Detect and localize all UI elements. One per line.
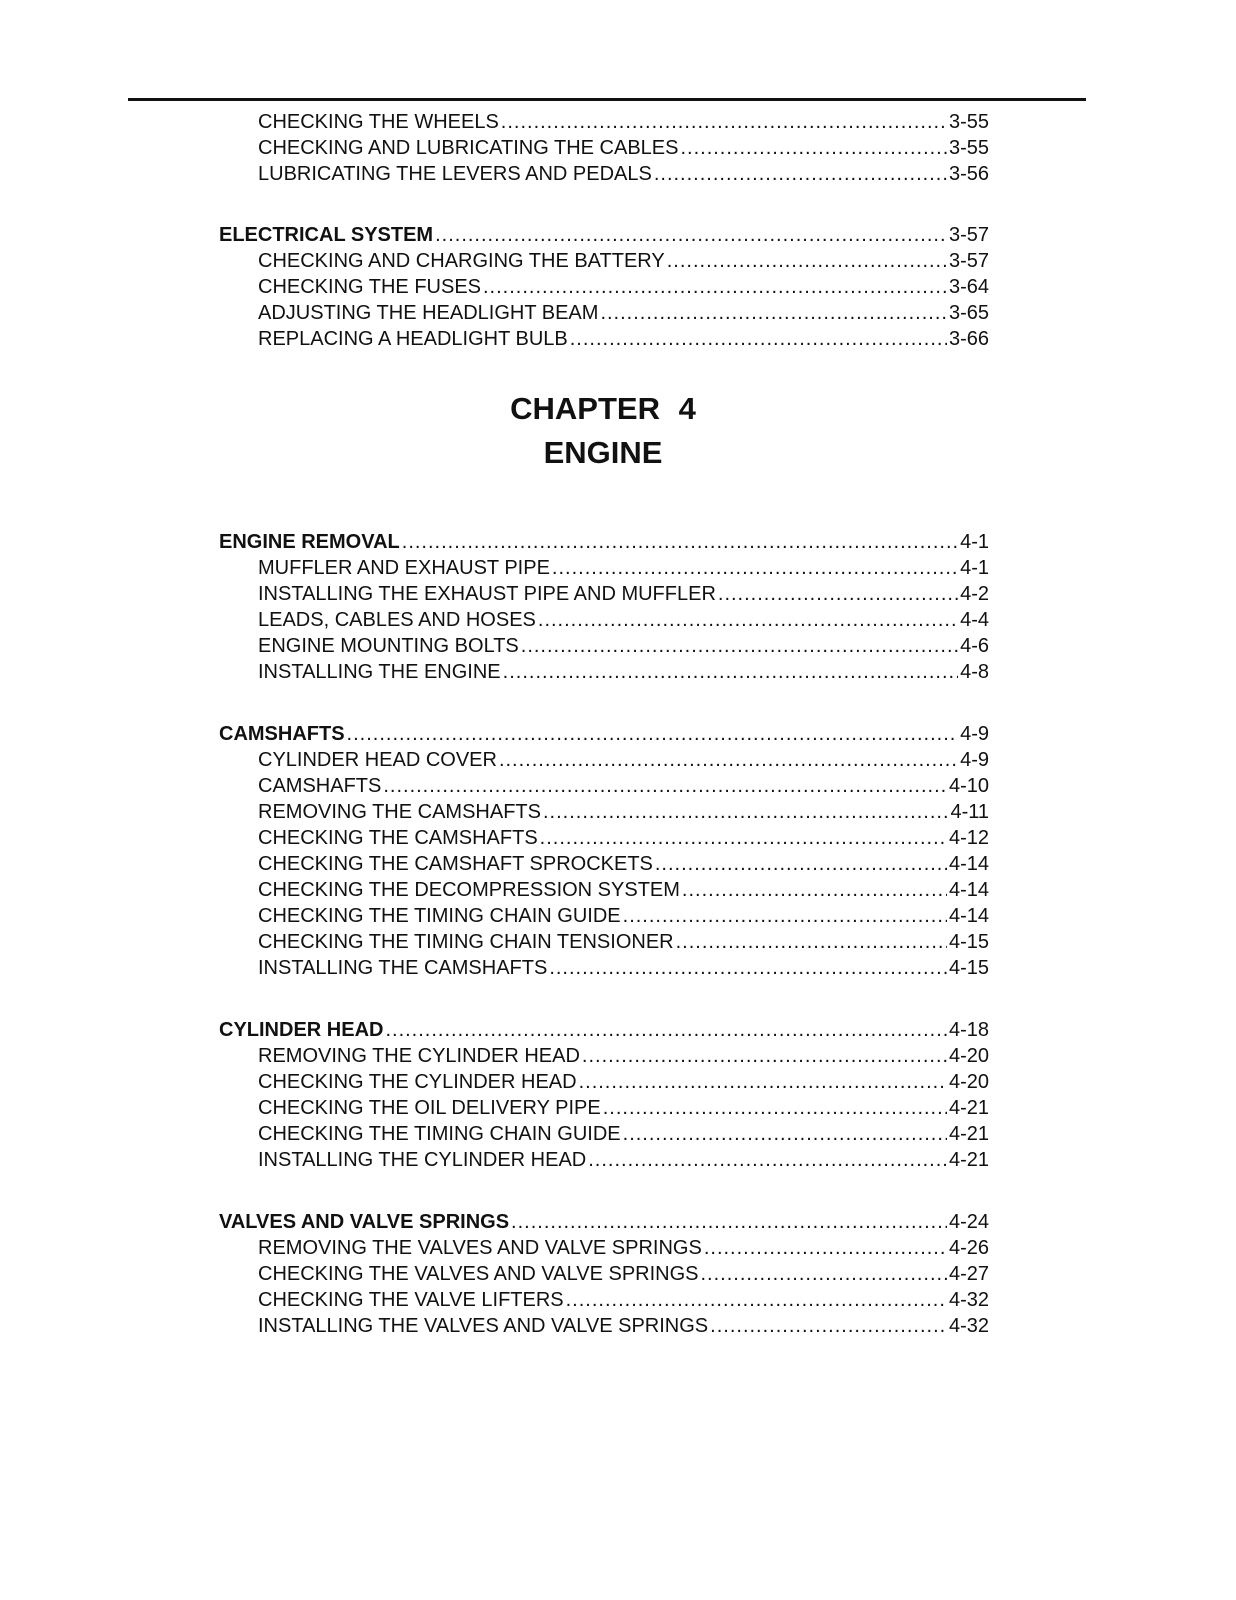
dot-leader: [385, 1017, 947, 1043]
chapter-title: CHAPTER 4: [510, 391, 696, 426]
toc-entry-page: 3-56: [948, 163, 989, 185]
toc-entry-label: MUFFLER AND EXHAUST PIPE: [258, 557, 550, 579]
dot-leader: [718, 581, 958, 607]
toc-section-valves-and-valve-springs: [219, 1209, 989, 1339]
toc-entry[interactable]: [219, 1069, 989, 1095]
dot-leader: [655, 851, 947, 877]
chapter-subtitle: ENGINE: [543, 435, 663, 470]
toc-entry-page: 4-15: [948, 957, 989, 979]
dot-leader: [570, 326, 947, 352]
toc-heading-label: CAMSHAFTS: [219, 723, 345, 745]
toc-entry[interactable]: [219, 581, 989, 607]
toc-entry-page: 4-14: [948, 905, 989, 927]
dot-leader: [667, 248, 947, 274]
toc-entry[interactable]: [219, 1235, 989, 1261]
toc-entry-page: 4-21: [948, 1149, 989, 1171]
toc-entry[interactable]: [219, 1095, 989, 1121]
dot-leader: [549, 955, 947, 981]
toc-entry-label: INSTALLING THE EXHAUST PIPE AND MUFFLER: [258, 583, 716, 605]
toc-heading-page: 4-24: [948, 1211, 989, 1233]
toc-entry-label: CHECKING THE CYLINDER HEAD: [258, 1071, 577, 1093]
toc-entry-page: 3-55: [948, 137, 989, 159]
chapter-heading: [219, 387, 989, 475]
dot-leader: [701, 1261, 947, 1287]
toc-heading[interactable]: [219, 529, 989, 555]
dot-leader: [582, 1043, 947, 1069]
toc-entry-label: CHECKING THE TIMING CHAIN TENSIONER: [258, 931, 674, 953]
top-rule: [128, 98, 1086, 101]
dot-leader: [588, 1147, 947, 1173]
dot-leader: [501, 109, 947, 135]
toc-entry-label: REPLACING A HEADLIGHT BULB: [258, 328, 568, 350]
toc-entry[interactable]: [219, 248, 989, 274]
toc-entry-label: CHECKING THE DECOMPRESSION SYSTEM: [258, 879, 680, 901]
toc-entry-page: 4-15: [948, 931, 989, 953]
toc-entry-page: 4-21: [948, 1097, 989, 1119]
dot-leader: [538, 607, 958, 633]
toc-entry-page: 3-57: [948, 250, 989, 272]
toc-entry-label: CHECKING THE CAMSHAFT SPROCKETS: [258, 853, 653, 875]
dot-leader: [383, 773, 947, 799]
dot-leader: [552, 555, 958, 581]
toc-heading-label: VALVES AND VALVE SPRINGS: [219, 1211, 510, 1233]
dot-leader: [710, 1313, 947, 1339]
toc-entry-label: CHECKING THE OIL DELIVERY PIPE: [258, 1097, 601, 1119]
dot-leader: [603, 1095, 947, 1121]
toc-entry[interactable]: [219, 326, 989, 352]
dot-leader: [623, 903, 947, 929]
toc-entry[interactable]: [219, 1147, 989, 1173]
dot-leader: [503, 659, 958, 685]
toc-entry-page: 4-27: [948, 1263, 989, 1285]
dot-leader: [521, 633, 958, 659]
toc-section-camshafts: [219, 721, 989, 981]
dot-leader: [600, 300, 947, 326]
toc-entry[interactable]: [219, 955, 989, 981]
toc-section-engine-removal: [219, 529, 989, 685]
toc-entry[interactable]: [219, 1313, 989, 1339]
toc-entry-label: LUBRICATING THE LEVERS AND PEDALS: [258, 163, 652, 185]
toc-entry-label: REMOVING THE VALVES AND VALVE SPRINGS: [258, 1237, 702, 1259]
dot-leader: [499, 747, 958, 773]
toc-entry-label: CHECKING AND LUBRICATING THE CABLES: [258, 137, 679, 159]
toc-entry-label: CHECKING THE TIMING CHAIN GUIDE: [258, 1123, 621, 1145]
toc-entry-page: 3-65: [948, 302, 989, 324]
toc-entry-page: 4-14: [948, 853, 989, 875]
toc-entry-label: CAMSHAFTS: [258, 775, 382, 797]
toc-entry[interactable]: [219, 773, 989, 799]
toc-entry-label: CHECKING THE TIMING CHAIN GUIDE: [258, 905, 621, 927]
toc-entry[interactable]: [219, 161, 989, 187]
toc-heading[interactable]: [219, 222, 989, 248]
toc-entry[interactable]: [219, 633, 989, 659]
toc-entry[interactable]: [219, 929, 989, 955]
toc-entry-label: LEADS, CABLES AND HOSES: [258, 609, 536, 631]
toc-entry-label: CHECKING THE CAMSHAFTS: [258, 827, 538, 849]
toc-entry[interactable]: [219, 1121, 989, 1147]
toc-entry-page: 4-20: [948, 1045, 989, 1067]
toc-entry[interactable]: [219, 1261, 989, 1287]
toc-entry-page: 4-6: [960, 635, 989, 657]
toc-entry-page: 3-55: [948, 111, 989, 133]
toc-heading[interactable]: [219, 1209, 989, 1235]
toc-entry-page: 4-4: [960, 609, 989, 631]
toc-entry-label: ADJUSTING THE HEADLIGHT BEAM: [258, 302, 599, 324]
toc-entry-page: 4-20: [948, 1071, 989, 1093]
toc-entry-page: 4-8: [960, 661, 989, 683]
toc-entry-label: CHECKING THE VALVE LIFTERS: [258, 1289, 564, 1311]
toc-entry-page: 4-10: [948, 775, 989, 797]
toc-entry-page: 4-2: [960, 583, 989, 605]
toc-entry[interactable]: [219, 747, 989, 773]
toc-entry[interactable]: [219, 607, 989, 633]
toc-entry-label: CHECKING THE VALVES AND VALVE SPRINGS: [258, 1263, 699, 1285]
toc-entry-label: REMOVING THE CAMSHAFTS: [258, 801, 541, 823]
dot-leader: [623, 1121, 947, 1147]
dot-leader: [511, 1209, 947, 1235]
toc-heading-page: 4-1: [960, 531, 989, 553]
toc-heading-page: 4-18: [948, 1019, 989, 1041]
dot-leader: [676, 929, 947, 955]
dot-leader: [543, 799, 948, 825]
toc-entry-page: 4-21: [948, 1123, 989, 1145]
toc-entry-page: 4-32: [948, 1289, 989, 1311]
dot-leader: [402, 529, 958, 555]
toc-section-electrical-system: [219, 222, 989, 352]
toc-entry[interactable]: [219, 135, 989, 161]
dot-leader: [682, 877, 947, 903]
toc-entry[interactable]: [219, 300, 989, 326]
toc-entry-page: 4-32: [948, 1315, 989, 1337]
dot-leader: [680, 135, 947, 161]
toc-section-cylinder-head: [219, 1017, 989, 1173]
toc-entry-page: 4-26: [948, 1237, 989, 1259]
toc-entry-page: 4-11: [950, 801, 989, 823]
toc-heading[interactable]: [219, 1017, 989, 1043]
toc-heading[interactable]: [219, 721, 989, 747]
dot-leader: [579, 1069, 947, 1095]
toc-entry-page: 4-12: [948, 827, 989, 849]
toc-entry[interactable]: [219, 825, 989, 851]
toc-entry[interactable]: [219, 903, 989, 929]
toc-entry[interactable]: [219, 555, 989, 581]
toc-entry-label: REMOVING THE CYLINDER HEAD: [258, 1045, 580, 1067]
toc-entry-label: INSTALLING THE VALVES AND VALVE SPRINGS: [258, 1315, 709, 1337]
toc-entry[interactable]: [219, 1043, 989, 1069]
toc-entry-label: CHECKING THE FUSES: [258, 276, 481, 298]
toc-entry-page: 3-66: [948, 328, 989, 350]
dot-leader: [654, 161, 947, 187]
dot-leader: [435, 222, 947, 248]
toc-entry-label: INSTALLING THE CAMSHAFTS: [258, 957, 548, 979]
toc-entry-page: 3-64: [948, 276, 989, 298]
toc-entry-label: INSTALLING THE CYLINDER HEAD: [258, 1149, 587, 1171]
toc-entry-label: INSTALLING THE ENGINE: [258, 661, 501, 683]
toc-heading-label: ELECTRICAL SYSTEM: [219, 224, 434, 246]
dot-leader: [540, 825, 947, 851]
toc-entry-label: CHECKING AND CHARGING THE BATTERY: [258, 250, 665, 272]
toc-entry-page: 4-14: [948, 879, 989, 901]
toc-entry[interactable]: [219, 799, 989, 825]
toc-entry-label: CYLINDER HEAD COVER: [258, 749, 497, 771]
toc-entry[interactable]: [219, 109, 989, 135]
dot-leader: [566, 1287, 947, 1313]
toc-heading-label: ENGINE REMOVAL: [219, 531, 400, 553]
toc-entry[interactable]: [219, 877, 989, 903]
toc-entry[interactable]: [219, 1287, 989, 1313]
toc-entry-page: 4-9: [960, 749, 989, 771]
dot-leader: [347, 721, 959, 747]
dot-leader: [704, 1235, 947, 1261]
dot-leader: [483, 274, 947, 300]
toc-entry[interactable]: [219, 659, 989, 685]
toc-heading-label: CYLINDER HEAD: [219, 1019, 384, 1041]
toc-entry-label: ENGINE MOUNTING BOLTS: [258, 635, 519, 657]
toc-entry[interactable]: [219, 274, 989, 300]
table-of-contents: [219, 109, 989, 1375]
toc-entry[interactable]: [219, 851, 989, 877]
toc-heading-page: 3-57: [948, 224, 989, 246]
toc-entry-page: 4-1: [960, 557, 989, 579]
toc-section-wheels-cables: [219, 109, 989, 187]
toc-heading-page: 4-9: [960, 723, 989, 745]
toc-entry-label: CHECKING THE WHEELS: [258, 111, 499, 133]
